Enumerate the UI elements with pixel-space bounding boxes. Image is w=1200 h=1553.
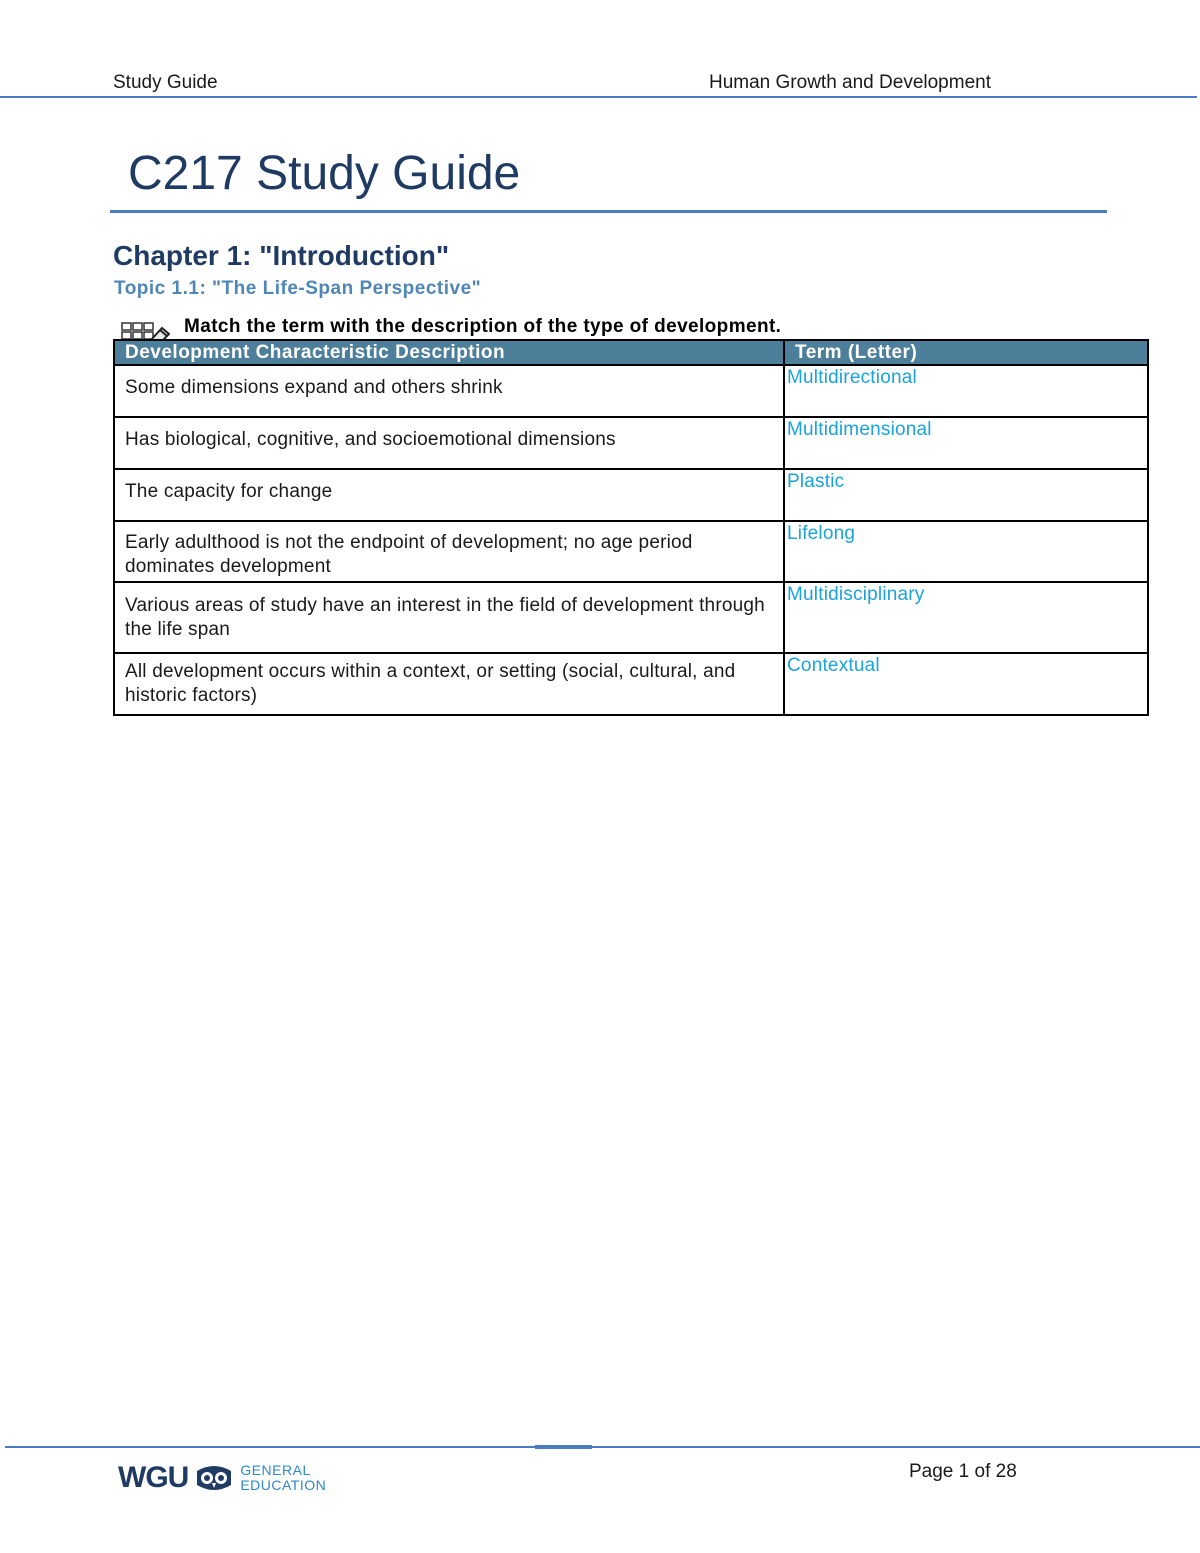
- table-row: [114, 582, 1148, 653]
- footer-divider-tab: [535, 1445, 592, 1449]
- description-cell: Early adulthood is not the endpoint of development; no age period dominates development: [114, 521, 784, 582]
- logo-subtitle-line1: GENERAL: [240, 1462, 311, 1478]
- chapter-heading: Chapter 1: "Introduction": [113, 240, 450, 271]
- term-answer-cell[interactable]: Multidimensional: [784, 417, 1148, 469]
- description-cell: The capacity for change: [114, 469, 784, 521]
- matching-table: [113, 339, 1149, 716]
- table-row: [114, 365, 1148, 417]
- document-title: C217 Study Guide: [128, 147, 521, 200]
- table-row: [114, 521, 1148, 582]
- table-header-row: [114, 340, 1148, 365]
- description-cell: All development occurs within a context, or setting (social, cultural, and historic factors): [114, 653, 784, 715]
- table-row: [114, 469, 1148, 521]
- page-number: Page 1 of 28: [909, 1461, 1017, 1482]
- footer-divider: [5, 1446, 1200, 1448]
- header-divider: [0, 96, 1197, 98]
- header-left: Study Guide: [113, 72, 218, 93]
- logo-subtitle: [240, 1463, 326, 1493]
- description-cell: Various areas of study have an interest in the field of development through the life span: [114, 582, 784, 653]
- title-divider: [110, 210, 1107, 213]
- term-answer-cell[interactable]: Plastic: [784, 469, 1148, 521]
- description-cell: Some dimensions expand and others shrink: [114, 365, 784, 417]
- wgu-logo: [118, 1460, 326, 1496]
- logo-wordmark: WGU: [118, 1461, 189, 1494]
- owl-icon: [194, 1463, 234, 1493]
- description-cell: Has biological, cognitive, and socioemotional dimensions: [114, 417, 784, 469]
- column-header-term: Term (Letter): [784, 340, 1148, 365]
- table-row: [114, 417, 1148, 469]
- term-answer-cell[interactable]: Multidirectional: [784, 365, 1148, 417]
- logo-subtitle-line2: EDUCATION: [240, 1477, 327, 1493]
- header-right: Human Growth and Development: [709, 72, 991, 93]
- term-answer-cell[interactable]: Contextual: [784, 653, 1148, 715]
- table-row: [114, 653, 1148, 715]
- term-answer-cell[interactable]: Multidisciplinary: [784, 582, 1148, 653]
- term-answer-cell[interactable]: Lifelong: [784, 521, 1148, 582]
- topic-heading: Topic 1.1: "The Life-Span Perspective": [114, 278, 482, 299]
- column-header-description: Development Characteristic Description: [114, 340, 784, 365]
- instruction-text: Match the term with the description of the type of development.: [184, 316, 782, 337]
